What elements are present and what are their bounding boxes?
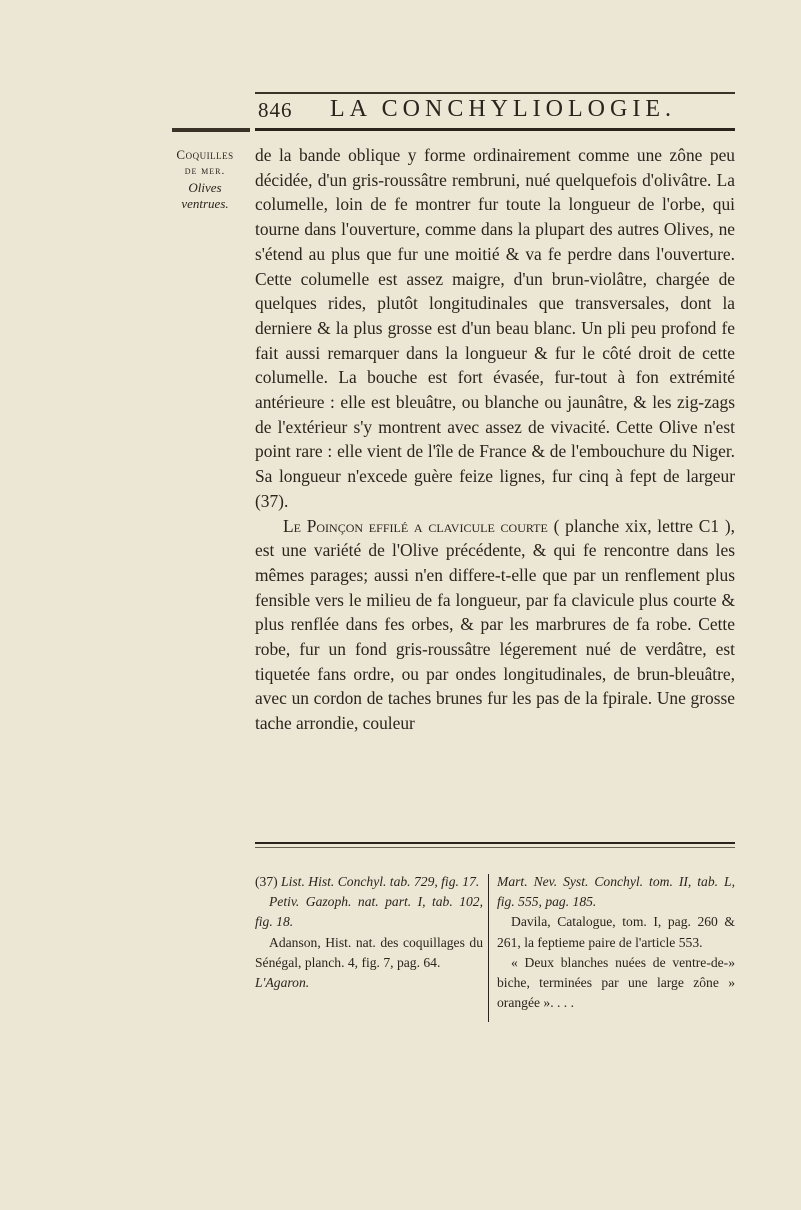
margin-note (165, 146, 245, 212)
footnote-right-1: Mart. Nev. Syst. Conchyl. tom. II, tab. L, fig. 555, pag. 185. (497, 874, 735, 910)
paragraph-2-heading: Le Poinçon effilé a clavicule courte (283, 515, 548, 536)
margin-note-line3: Olives ventrues. (181, 180, 229, 211)
footnote-right-2: Davila, Catalogue, tom. I, pag. 260 & 261, la feptieme paire de l'article 553. (497, 914, 735, 950)
running-title: LA CONCHYLIOLOGIE. (330, 96, 676, 122)
footnote-left-2: Petiv. Gazoph. nat. part. I, tab. 102, fig. 18. (255, 894, 483, 930)
paragraph-2-text: ( planche xix, lettre C1 ), est une variété de l'Olive précédente, & qui fe rencontre dans les mêmes parages; aussi n'en differe-t-elle que par un renflement plus fensible vers le milieu de fa longueur, par fa clavicule plus courte & plus renflée dans fes orbes, & par les marbrures de fa robe. Cette robe, fur un fond gris-roussâtre légerement nué de verdâtre, est tiquetée fans ordre, ou par ondes longitudinales, de brun-bleuâtre, avec un cordon de taches brunes fur les pas de la fpirale. Une grosse tache arrondie, couleur (255, 515, 735, 734)
paragraph-2 (255, 514, 735, 736)
footnote-left-4: L'Agaron. (255, 975, 310, 991)
footnotes-left (255, 872, 483, 993)
margin-rule (172, 128, 250, 132)
footnote-left-1-text: List. Hist. Conchyl. tab. 729, fig. 17. (281, 874, 480, 889)
header-rule (255, 128, 735, 131)
footnote-rule (255, 842, 735, 844)
header-top-rule (255, 92, 735, 94)
footnote-left-3: Adanson, Hist. nat. des coquillages du Sénégal, planch. 4, fig. 7, pag. 64. (255, 934, 483, 970)
footnote-rule-thin (255, 847, 735, 848)
page-number: 846 (258, 98, 293, 122)
footnote-right-3: « Deux blanches nuées de ventre-de-» biche, terminées par une large zône » orangée ». . . . (497, 954, 735, 1011)
paragraph-1: de la bande oblique y forme ordinairement comme une zône peu décidée, d'un gris-roussâtre rembruni, nué quelquefois d'olivâtre. La columelle, loin de fe montrer fur toute la longueur de l'orbe, qui tourne dans l'ouverture, comme dans la plupart des autres Olives, ne s'étend au plus que fur une moitié & va fe perdre dans l'ouverture. Cette columelle est assez maigre, d'un brun-violâtre, chargée de quelques rides, plutôt longitudinales que transversales, dont la derniere & la plus grosse est d'un beau blanc. Un pli peu profond fe fait aussi remarquer dans la longueur & fur le côté droit de cette columelle. La bouche est fort évasée, fur-tout à fon extrémité antérieure : elle est bleuâtre, ou blanche ou jaunâtre, & les zig-zags de l'extérieur s'y montrent avec assez de vivacité. Cette Olive n'est point rare : elle vient de l'île de France & de l'embouchure du Niger. Sa longueur n'excede guère feize lignes, fur cinq à fept de largeur (37). (255, 145, 735, 511)
footnotes-right (497, 872, 735, 1013)
main-text (255, 143, 735, 736)
margin-note-line1: Coquilles (176, 147, 234, 162)
footnote-left-1 (255, 872, 483, 892)
margin-note-line2: de mer. (184, 165, 226, 177)
footnote-divider (488, 874, 489, 1022)
footnote-number: (37) (255, 874, 282, 889)
